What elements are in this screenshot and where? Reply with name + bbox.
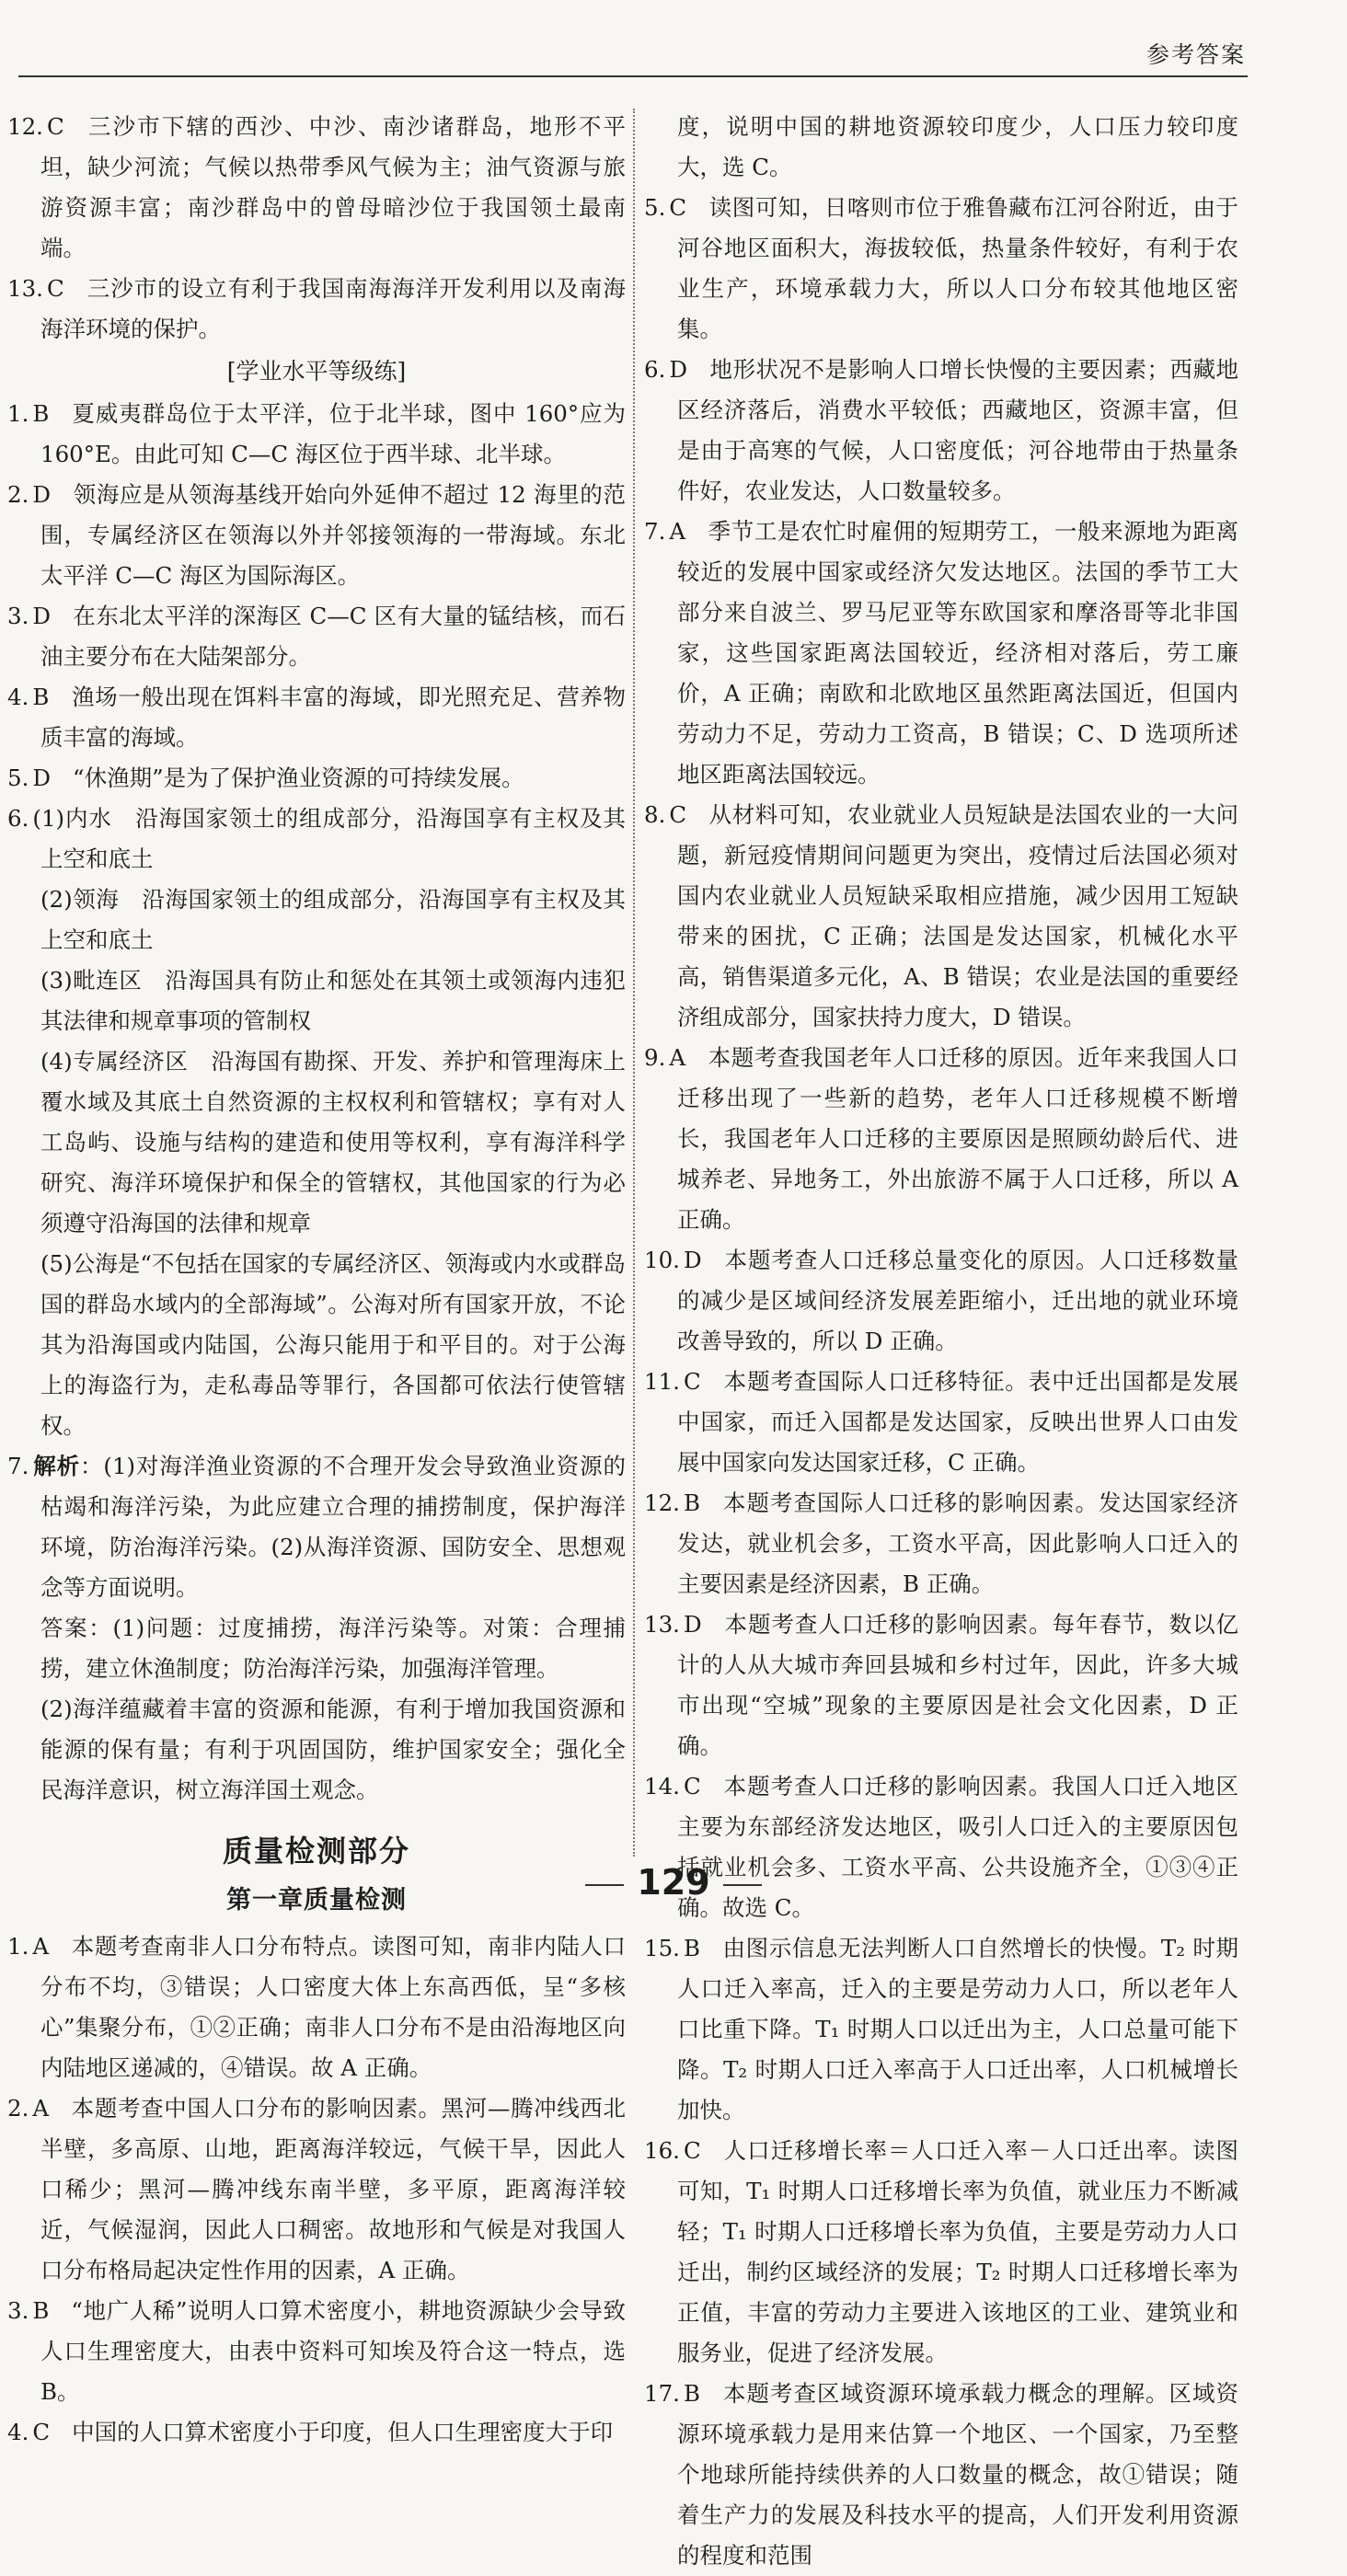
sub-item: (2)领海 沿海国家领土的组成部分，沿海国享有主权及其上空和底土 bbox=[40, 886, 626, 953]
answer-item bbox=[644, 2374, 1238, 2576]
item-number: 12. bbox=[644, 1489, 680, 1516]
item-text: 本题考查区域资源环境承载力概念的理解。区域资源环境承载力是用来估算一个地区、一个国家，乃至整个地球所能持续供养的人口数量的概念，故①错误；随着生产力的发展及科技水平的提高，人们开发利用资源的程度和范围 bbox=[677, 2380, 1238, 2569]
sub-item bbox=[7, 1608, 626, 1689]
answer-item bbox=[644, 1240, 1238, 1362]
sub-item: (5)公海是“不包括在国家的专属经济区、领海或内水或群岛国的群岛水域内的全部海域”。公海对所有国家开放，不论其为沿海国或内陆国，公海只能用于和平目的。对于公海上的海盗行为，走私毒品等罪行，各国都可依法行使管辖权。 bbox=[40, 1250, 626, 1439]
answer-key: C bbox=[32, 2419, 51, 2445]
page-header-title: 参考答案 bbox=[1146, 41, 1246, 68]
page-number: 129 bbox=[0, 1862, 1347, 1903]
item-number: 5. bbox=[644, 194, 666, 221]
answer-key: C bbox=[683, 1368, 701, 1395]
answer-key: C bbox=[46, 113, 64, 140]
answer-key: D bbox=[32, 603, 52, 629]
item-text: 中国的人口算术密度小于印度，但人口生理密度大于印 bbox=[72, 2419, 614, 2445]
item-text: 三沙市的设立有利于我国南海海洋开发利用以及南海海洋环境的保护。 bbox=[40, 275, 626, 342]
answer-key: D bbox=[32, 765, 52, 791]
chapter-title: 第一章质量检测 bbox=[226, 1886, 407, 1915]
answer-list-a bbox=[7, 107, 626, 350]
answer-item bbox=[644, 1483, 1238, 1604]
answer-item bbox=[7, 107, 626, 269]
item-number: 10. bbox=[644, 1247, 680, 1273]
item-text: (1)内水 沿海国家领土的组成部分，沿海国享有主权及其上空和底土 bbox=[32, 805, 626, 872]
answer-item bbox=[7, 2291, 626, 2412]
answer-item bbox=[7, 799, 626, 880]
item-text: 本题考查国际人口迁移特征。表中迁出国都是发展中国家，而迁入国都是发达国家，反映出世界人口由发展中国家向发达国家迁移，C 正确。 bbox=[677, 1368, 1238, 1476]
item-text: 由图示信息无法判断人口自然增长的快慢。T₂ 时期人口迁入率高，迁入的主要是劳动力人口，所以老年人口比重下降。T₁ 时期人口以迁出为主，人口总量可能下降。T₂ 时期人口迁入率高于人口迁出率，人口机械增长加快。 bbox=[677, 1935, 1238, 2123]
answer-key: D bbox=[683, 1611, 702, 1638]
answer-item bbox=[7, 677, 626, 758]
answer-key: C bbox=[683, 1773, 701, 1800]
continuation-text: 度，说明中国的耕地资源较印度少，人口压力较印度大，选 C。 bbox=[677, 113, 1238, 180]
item-number: 1. bbox=[7, 1933, 29, 1960]
item-text: 本题考查国际人口迁移的影响因素。发达国家经济发达，就业机会多，工资水平高，因此影响人口迁入的主要因素是经济因素，B 正确。 bbox=[677, 1489, 1238, 1597]
answer-key: B bbox=[32, 684, 50, 710]
answer-key: D bbox=[683, 1247, 702, 1273]
item-number: 3. bbox=[7, 2297, 29, 2324]
item-text: “地广人稀”说明人口算术密度小，耕地资源缺少会导致人口生理密度大，由表中资料可知埃及符合这一特点，选 B。 bbox=[40, 2297, 626, 2405]
answer-key: C bbox=[669, 194, 687, 221]
item-number: 12. bbox=[7, 113, 43, 140]
answer-key: B bbox=[683, 2380, 700, 2407]
item-text: 本题考查南非人口分布特点。读图可知，南非内陆人口分布不均，③错误；人口密度大体上东高西低，呈“多核心”集聚分布，①②正确；南非人口分布不是由沿海地区向内陆地区递减的，④错误。故 A 正确。 bbox=[40, 1933, 626, 2081]
section-title-level: [学业水平等级练] bbox=[226, 358, 407, 385]
answer-item bbox=[644, 1362, 1238, 1483]
item-text: 夏威夷群岛位于太平洋，位于北半球，图中 160°应为 160°E。由此可知 C—C 海区位于西半球、北半球。 bbox=[40, 400, 626, 467]
item-text: 三沙市下辖的西沙、中沙、南沙诸群岛，地形不平坦，缺少河流；气候以热带季风气候为主；油气资源与旅游资源丰富；南沙群岛中的曾母暗沙位于我国领土最南端。 bbox=[40, 113, 626, 261]
answer-item bbox=[7, 596, 626, 677]
item-number: 7. bbox=[7, 1453, 29, 1479]
analysis-label: 解析 bbox=[32, 1453, 81, 1479]
answer-item bbox=[7, 269, 626, 350]
item-number: 6. bbox=[644, 356, 666, 383]
answer-q6 bbox=[7, 799, 626, 1446]
answer-item bbox=[644, 1604, 1238, 1766]
answer-key: A bbox=[32, 2095, 50, 2122]
answer-key: B bbox=[32, 400, 50, 427]
item-number: 2. bbox=[7, 2095, 29, 2122]
answer-key: B bbox=[32, 2297, 50, 2324]
analysis-text: ：(1)对海洋渔业资源的不合理开发会导致渔业资源的枯竭和海洋污染，为此应建立合理的捕捞制度，保护海洋环境，防治海洋污染。(2)从海洋资源、国防安全、思想观念等方面说明。 bbox=[40, 1453, 627, 1601]
sub-item: (3)毗连区 沿海国具有防止和惩处在其领土或领海内违犯其法律和规章事项的管制权 bbox=[40, 967, 626, 1034]
item-text: 渔场一般出现在饵料丰富的海域，即光照充足、营养物质丰富的海域。 bbox=[40, 684, 626, 751]
part-title: 质量检测部分 bbox=[222, 1834, 410, 1869]
answer-item bbox=[7, 2088, 626, 2291]
item-number: 14. bbox=[644, 1773, 680, 1800]
answer-item bbox=[644, 1038, 1238, 1240]
answer-item bbox=[644, 512, 1238, 795]
item-text: 本题考查人口迁移的影响因素。每年春节，数以亿计的人从大城市奔回县城和乡村过年，因此，许多大城市出现“空城”现象的主要原因是社会文化因素，D 正确。 bbox=[677, 1611, 1238, 1759]
answer-item bbox=[7, 475, 626, 596]
item-number: 9. bbox=[644, 1044, 666, 1071]
item-text: 本题考查中国人口分布的影响因素。黑河—腾冲线西北半壁，多高原、山地，距离海洋较远，气候干旱，因此人口稀少；黑河—腾冲线东南半壁，多平原，距离海洋较近，气候湿润，因此人口稠密。故地形和气候是对我国人口分布格局起决定性作用的因素，A 正确。 bbox=[40, 2095, 626, 2283]
item-number: 7. bbox=[644, 518, 666, 545]
item-text: 地形状况不是影响人口增长快慢的主要因素；西藏地区经济落后，消费水平较低；西藏地区，资源丰富，但是由于高寒的气候，人口密度低；河谷地带由于热量条件好，农业发达，人口数量较多。 bbox=[677, 356, 1238, 504]
item-number: 4. bbox=[7, 2419, 29, 2445]
item-text: 本题考查我国老年人口迁移的原因。近年来我国人口迁移出现了一些新的趋势，老年人口迁移规模不断增长，我国老年人口迁移的主要原因是照顾幼龄后代、进城养老、异地务工，外出旅游不属于人口迁移，所以 A 正确。 bbox=[677, 1044, 1238, 1233]
right-column bbox=[644, 107, 1238, 2576]
sub-item: (4)专属经济区 沿海国有勘探、开发、养护和管理海床上覆水域及其底土自然资源的主权权利和管辖权；享有对人工岛屿、设施与结构的建造和使用等权利，享有海洋科学研究、海洋环境保护和保全的管辖权，其他国家的行为必须遵守沿海国的法律和规章 bbox=[40, 1048, 626, 1236]
answer-item bbox=[7, 758, 626, 799]
answer-key: D bbox=[32, 481, 52, 508]
item-number: 8. bbox=[644, 801, 666, 828]
item-number: 16. bbox=[644, 2137, 680, 2164]
sub-item: (2)海洋蕴藏着丰富的资源和能源，有利于增加我国资源和能源的保有量；有利于巩固国防，维护国家安全；强化全民海洋意识，树立海洋国土观念。 bbox=[40, 1696, 626, 1803]
answer-q7 bbox=[7, 1446, 626, 1811]
item-text: 人口迁移增长率＝人口迁入率－人口迁出率。读图可知，T₁ 时期人口迁移增长率为负值，就业压力不断减轻；T₁ 时期人口迁移增长率为负值，主要是劳动力人口迁出，制约区域经济的发展；T₂ 时期人口迁移增长率为正值，丰富的劳动力主要进入该地区的工业、建筑业和服务业，促进了经济发展。 bbox=[677, 2137, 1238, 2366]
answer-item bbox=[644, 350, 1238, 512]
answer-key: C bbox=[669, 801, 687, 828]
item-number: 13. bbox=[7, 275, 43, 302]
answer-text: ：(1)问题：过度捕捞，海洋污染等。对策：合理捕捞，建立休渔制度；防治海洋污染，加强海洋管理。 bbox=[40, 1615, 627, 1682]
item-text: “休渔期”是为了保护渔业资源的可持续发展。 bbox=[73, 765, 524, 791]
answer-item bbox=[644, 1928, 1238, 2131]
answer-label: 答案 bbox=[40, 1615, 89, 1641]
item-number: 11. bbox=[644, 1368, 680, 1395]
item-text: 读图可知，日喀则市位于雅鲁藏布江河谷附近，由于河谷地区面积大，海拔较低，热量条件较好，有利于农业生产，环境承载力大，所以人口分布较其他地区密集。 bbox=[677, 194, 1238, 342]
answer-key: A bbox=[669, 1044, 686, 1071]
item-text: 在东北太平洋的深海区 C—C 区有大量的锰结核，而石油主要分布在大陆架部分。 bbox=[40, 603, 626, 670]
answer-key: B bbox=[683, 1489, 700, 1516]
answer-key: C bbox=[46, 275, 64, 302]
item-text: 本题考查人口迁移的影响因素。我国人口迁入地区主要为东部经济发达地区，吸引人口迁入的主要原因包括就业机会多、工资水平高、公共设施齐全，①③④正确。故选 C。 bbox=[677, 1773, 1238, 1921]
header-rule bbox=[18, 75, 1248, 77]
answer-item bbox=[644, 188, 1238, 350]
left-column bbox=[7, 107, 626, 2453]
item-text: 领海应是从领海基线开始向外延伸不超过 12 海里的范围，专属经济区在领海以外并邻接领海的一带海域。东北太平洋 C—C 海区为国际海区。 bbox=[40, 481, 626, 589]
answer-item bbox=[644, 1766, 1238, 1928]
item-text: 从材料可知，农业就业人员短缺是法国农业的一大问题，新冠疫情期间问题更为突出，疫情过后法国必须对国内农业就业人员短缺采取相应措施，减少因用工短缺带来的困扰，C 正确；法国是发达国家，机械化水平高，销售渠道多元化，A、B 错误；农业是法国的重要经济组成部分，国家扶持力度大，D 错误。 bbox=[677, 801, 1238, 1030]
answer-key: C bbox=[683, 2137, 701, 2164]
item-number: 5. bbox=[7, 765, 29, 791]
item-number: 4. bbox=[7, 684, 29, 710]
answer-key: D bbox=[669, 356, 688, 383]
item-number: 15. bbox=[644, 1935, 680, 1961]
answer-item bbox=[644, 2131, 1238, 2374]
item-number: 2. bbox=[7, 481, 29, 508]
item-number: 3. bbox=[7, 603, 29, 629]
column-divider bbox=[633, 109, 635, 1857]
item-number: 1. bbox=[7, 400, 29, 427]
item-text: 本题考查人口迁移总量变化的原因。人口迁移数量的减少是区域间经济发展差距缩小，迁出地的就业环境改善导致的，所以 D 正确。 bbox=[677, 1247, 1238, 1354]
answer-item bbox=[7, 394, 626, 475]
item-number: 17. bbox=[644, 2380, 680, 2407]
answer-item bbox=[7, 2412, 626, 2453]
answer-item bbox=[7, 1446, 626, 1608]
answer-list-c bbox=[7, 1926, 626, 2453]
item-number: 13. bbox=[644, 1611, 680, 1638]
item-number: 6. bbox=[7, 805, 29, 832]
answer-key: B bbox=[683, 1935, 700, 1961]
item-text: 季节工是农忙时雇佣的短期劳工，一般来源地为距离较近的发展中国家或经济欠发达地区。法国的季节工大部分来自波兰、罗马尼亚等东欧国家和摩洛哥等北非国家，这些国家距离法国较近，经济相对落后，劳工廉价，A 正确；南欧和北欧地区虽然距离法国近，但国内劳动力不足，劳动力工资高，B 错误；C、D 选项所述地区距离法国较远。 bbox=[677, 518, 1238, 788]
answer-item bbox=[644, 795, 1238, 1038]
answer-list-right bbox=[644, 188, 1238, 2576]
answer-key: A bbox=[669, 518, 686, 545]
answer-item bbox=[7, 1926, 626, 2088]
answer-key: A bbox=[32, 1933, 50, 1960]
answer-list-b bbox=[7, 394, 626, 799]
